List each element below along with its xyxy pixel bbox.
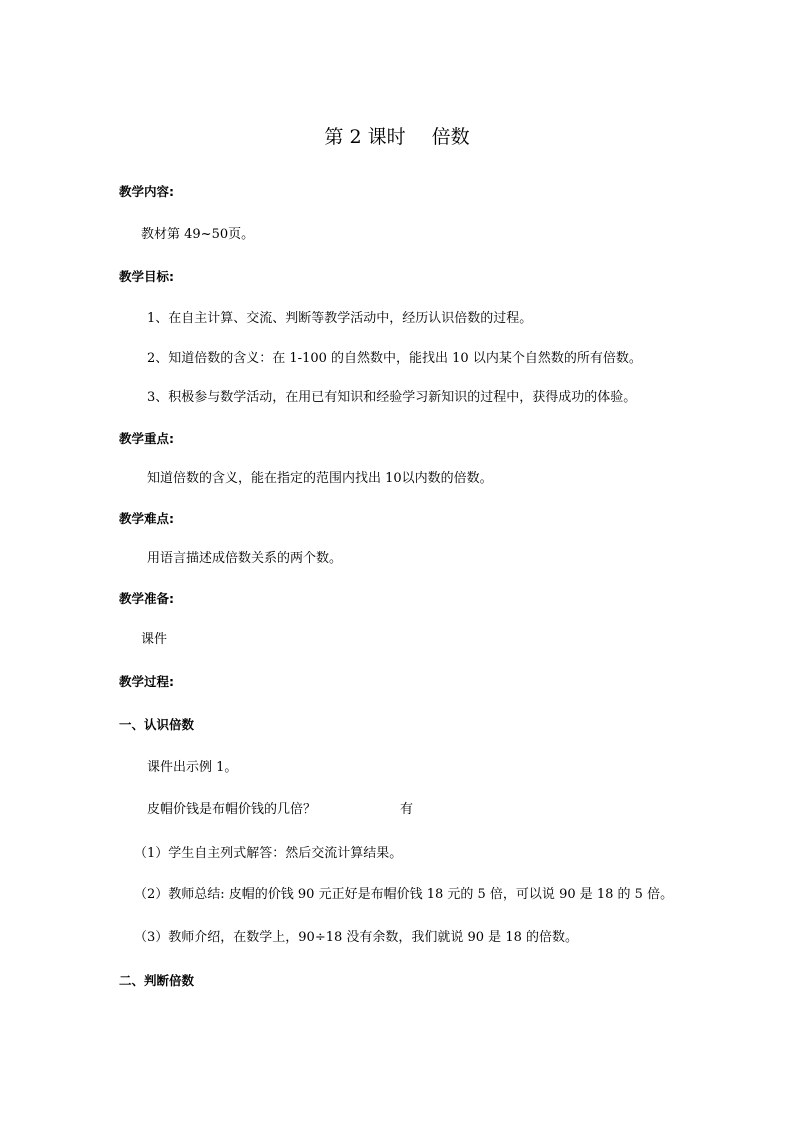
goals-heading: 教学目标: [119,269,174,284]
part1-step-2: （2）教师总结: 皮帽的价钱 90 元正好是布帽价钱 18 元的 5 倍，可以说 90 是 18 的 5 倍。 [134,887,674,902]
part1-step-3: （3）教师介绍，在数学上，90÷18 没有余数，我们就说 90 是 18 的倍数。 [134,930,578,945]
part1-step-1: （1）学生自主列式解答：然后交流计算结果。 [134,846,403,861]
part1-question: 皮帽价钱是布帽价钱的几倍？ [147,802,317,817]
difficulty-heading: 教学难点: [119,511,174,526]
goal-item-1: 1、在自主计算、交流、判断等教学活动中，经历认识倍数的过程。 [147,311,533,326]
part2-heading: 二、判断倍数 [119,973,195,988]
part1-heading: 一、认识倍数 [119,717,195,732]
page-title [0,124,794,150]
prep-heading: 教学准备: [119,591,174,606]
difficulty-text: 用语言描述成倍数关系的两个数。 [147,551,343,566]
content-heading: 教学内容: [119,184,174,199]
content-text: 教材第 49~50页。 [141,227,255,242]
stray-character: 有 [400,802,414,817]
goal-item-2: 2、知道倍数的含义：在 1-100 的自然数中，能找出 10 以内某个自然数的所有倍数。 [147,351,642,366]
key-heading: 教学重点: [119,431,174,446]
goal-item-3: 3、积极参与数学活动，在用已有知识和经验学习新知识的过程中，获得成功的体验。 [147,390,637,405]
key-text: 知道倍数的含义，能在指定的范围内找出 10以内数的倍数。 [147,471,493,486]
title-lesson: 第 2 课时 [324,126,406,148]
prep-text: 课件 [141,632,168,647]
title-topic: 倍数 [431,126,470,148]
part1-intro: 课件出示例 1。 [147,760,238,775]
process-heading: 教学过程: [119,674,174,689]
